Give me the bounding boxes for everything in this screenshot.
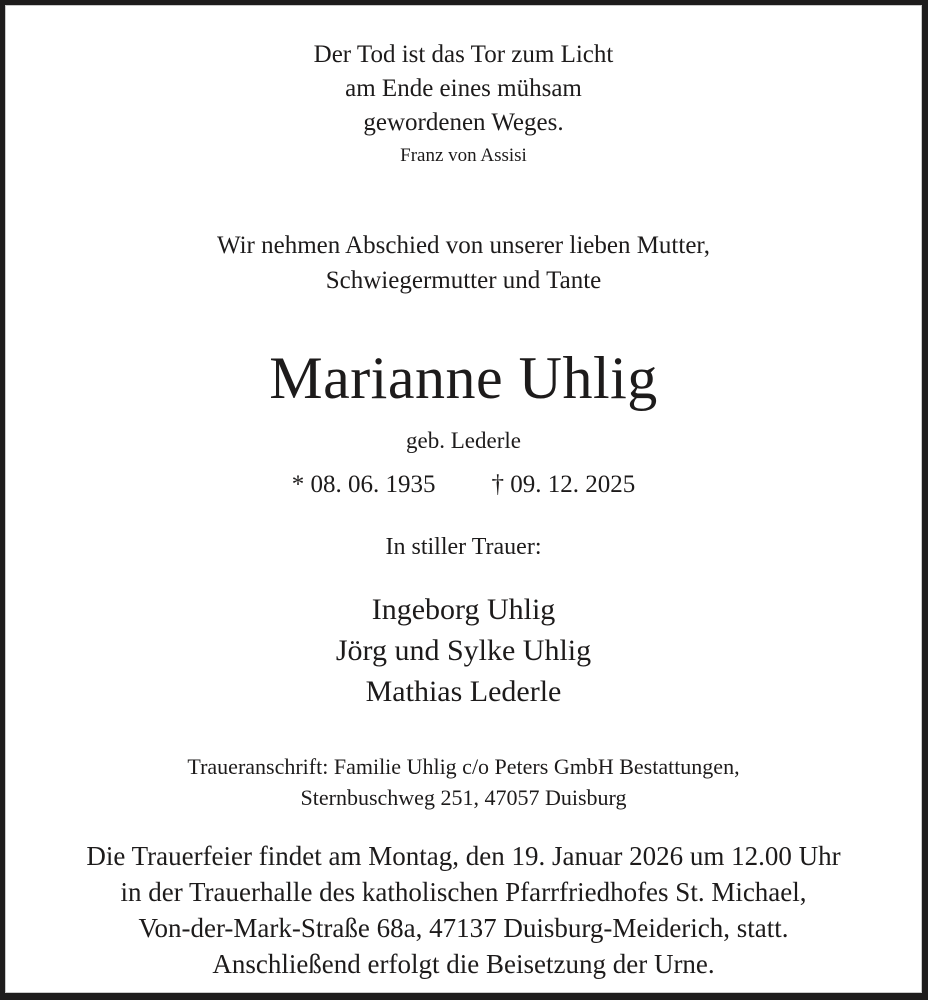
ceremony-line: Die Trauerfeier findet am Montag, den 19. Januar 2026 um 12.00 Uhr (86, 841, 841, 871)
ceremony-line: in der Trauerhalle des katholischen Pfarrfriedhofes St. Michael, (120, 877, 807, 907)
obituary-notice (5, 5, 922, 993)
address-line: Sternbuschweg 251, 47057 Duisburg (300, 785, 627, 810)
maiden-name: geb. Lederle (406, 428, 521, 453)
mourning-label: In stiller Trauer: (385, 534, 542, 560)
mourner-name: Mathias Lederle (365, 675, 562, 708)
deceased-name: Marianne Uhlig (269, 345, 658, 411)
mourner-name: Ingeborg Uhlig (371, 593, 556, 626)
birth-date: * 08. 06. 1935 (291, 471, 436, 498)
ceremony-line: Anschließend erfolgt die Beisetzung der Urne. (212, 949, 715, 979)
life-dates (5, 472, 922, 497)
mourner-name: Jörg und Sylke Uhlig (335, 634, 592, 667)
quote-line: am Ende eines mühsam (345, 75, 582, 102)
quote-author: Franz von Assisi (400, 145, 527, 166)
death-date: † 09. 12. 2025 (491, 471, 636, 498)
quote-line: Der Tod ist das Tor zum Licht (313, 41, 614, 68)
ceremony-line: Von-der-Mark-Straße 68a, 47137 Duisburg-Meiderich, statt. (138, 913, 789, 943)
intro-line: Schwiegermutter und Tante (325, 267, 602, 294)
address-line: Traueranschrift: Familie Uhlig c/o Peters GmbH Bestattungen, (187, 754, 740, 779)
intro-line: Wir nehmen Abschied von unserer lieben Mutter, (217, 232, 710, 259)
quote-line: gewordenen Weges. (363, 109, 564, 136)
